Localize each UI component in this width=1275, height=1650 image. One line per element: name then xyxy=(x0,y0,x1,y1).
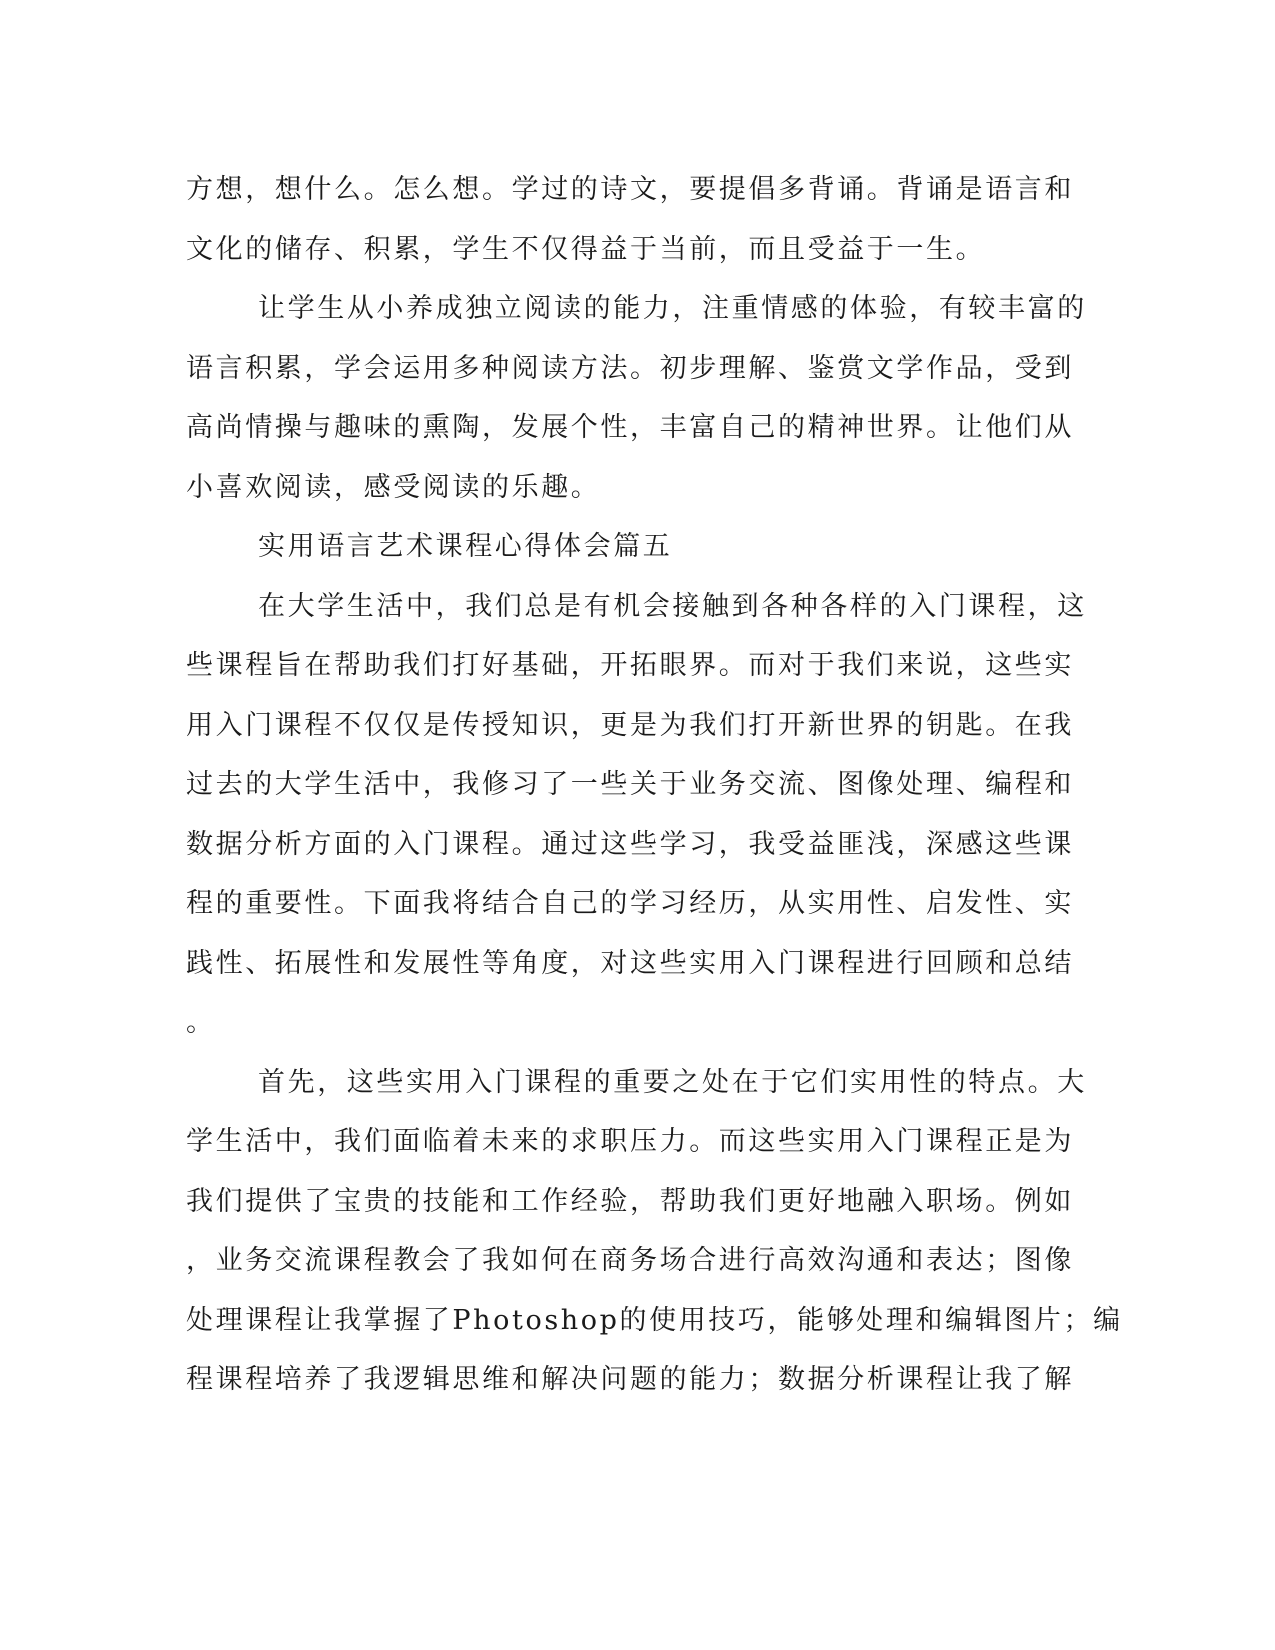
document-body xyxy=(186,160,1123,1410)
text-line: 高尚情操与趣味的熏陶，发展个性，丰富自己的精神世界。让他们从 xyxy=(186,412,1074,443)
text-line: 在大学生活中，我们总是有机会接触到各种各样的入门课程，这 xyxy=(258,590,1087,622)
text-line: 程的重要性。下面我将结合自己的学习经历，从实用性、启发性、实 xyxy=(186,888,1074,919)
text-line: 。 xyxy=(186,1007,216,1038)
text-line: 用入门课程不仅仅是传授知识，更是为我们打开新世界的钥匙。在我 xyxy=(186,709,1074,741)
text-line: 处理课程让我掌握了Photoshop的使用技巧，能够处理和编辑图片；编 xyxy=(186,1304,1123,1336)
section-heading: 实用语言艺术课程心得体会篇五 xyxy=(258,531,673,562)
text-line: 学生活中，我们面临着未来的求职压力。而这些实用入门课程正是为 xyxy=(186,1126,1074,1157)
text-line: ，业务交流课程教会了我如何在商务场合进行高效沟通和表达；图像 xyxy=(186,1245,1074,1276)
text-line: 文化的储存、积累，学生不仅得益于当前，而且受益于一生。 xyxy=(186,233,986,265)
text-line: 首先，这些实用入门课程的重要之处在于它们实用性的特点。大 xyxy=(258,1066,1087,1098)
text-line: 些课程旨在帮助我们打好基础，开拓眼界。而对于我们来说，这些实 xyxy=(186,650,1074,681)
text-line: 我们提供了宝贵的技能和工作经验，帮助我们更好地融入职场。例如 xyxy=(186,1185,1074,1217)
text-line: 方想，想什么。怎么想。学过的诗文，要提倡多背诵。背诵是语言和 xyxy=(186,174,1074,205)
text-line: 小喜欢阅读，感受阅读的乐趣。 xyxy=(186,471,601,503)
text-line: 数据分析方面的入门课程。通过这些学习，我受益匪浅，深感这些课 xyxy=(186,828,1074,860)
text-line: 过去的大学生活中，我修习了一些关于业务交流、图像处理、编程和 xyxy=(186,769,1074,800)
text-line: 程课程培养了我逻辑思维和解决问题的能力；数据分析课程让我了解 xyxy=(186,1364,1074,1395)
text-line: 践性、拓展性和发展性等角度，对这些实用入门课程进行回顾和总结 xyxy=(186,947,1074,979)
text-line: 语言积累，学会运用多种阅读方法。初步理解、鉴赏文学作品，受到 xyxy=(186,352,1074,384)
text-line: 让学生从小养成独立阅读的能力，注重情感的体验，有较丰富的 xyxy=(258,293,1087,324)
